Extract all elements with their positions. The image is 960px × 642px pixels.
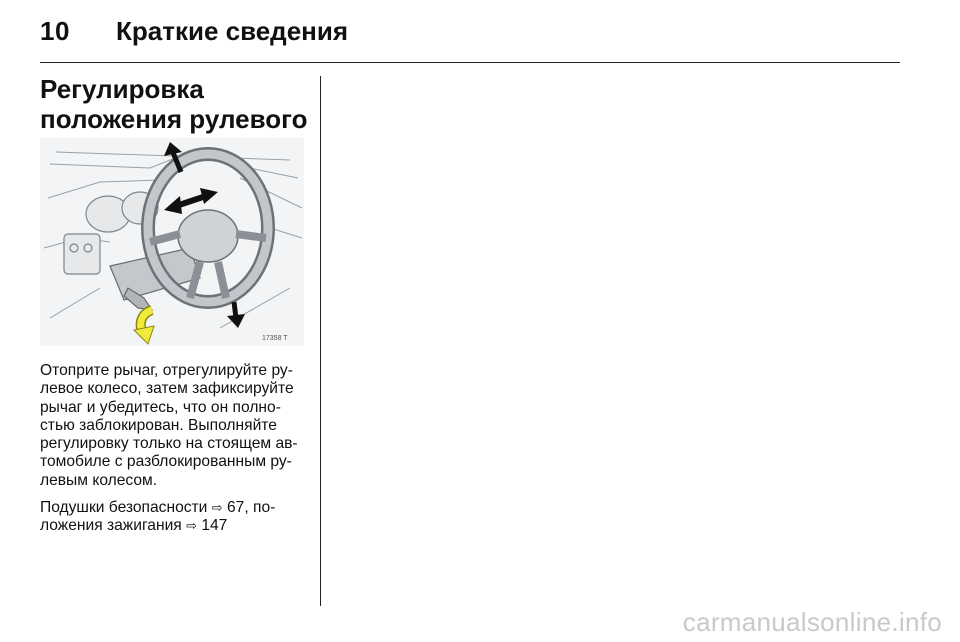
- body-text: [40, 362, 306, 545]
- page-number: 10: [40, 16, 70, 46]
- reference-airbags-text: Подушки безопасности: [40, 499, 208, 517]
- header-divider: [40, 62, 900, 63]
- figure-label: 17358 T: [262, 335, 288, 342]
- reference-arrow-icon: ⇨: [186, 518, 197, 534]
- column-divider: [320, 76, 321, 606]
- header-title: Краткие сведения: [116, 16, 349, 46]
- instruction-paragraph: Отоприте рычаг, отрегулируйте ру-левое колесо, затем зафиксируйте рычаг и убедитесь, что он полно-стью заблокирован. Выполняйте регулировку только на стоящем ав-томобиле с разблокированным ру-левым колесом.: [40, 362, 298, 489]
- section-heading: Регулировка положения рулевого: [40, 74, 308, 134]
- reference-ignition-text: ложения зажигания: [40, 517, 182, 535]
- steering-wheel-figure: [40, 138, 304, 346]
- reference-arrow-icon: ⇨: [211, 500, 223, 516]
- watermark: carmanualsonline.info: [682, 607, 942, 637]
- reference-paragraph: [40, 499, 306, 536]
- reference-airbags-page[interactable]: 67, по-: [226, 499, 276, 517]
- steering-wheel-adjustment-illustration: [40, 138, 304, 346]
- reference-ignition-page[interactable]: 147: [201, 517, 228, 535]
- down-arrow-icon: [227, 302, 245, 328]
- steering-wheel-hub: [178, 210, 238, 262]
- lever-arrow-icon: [134, 310, 154, 344]
